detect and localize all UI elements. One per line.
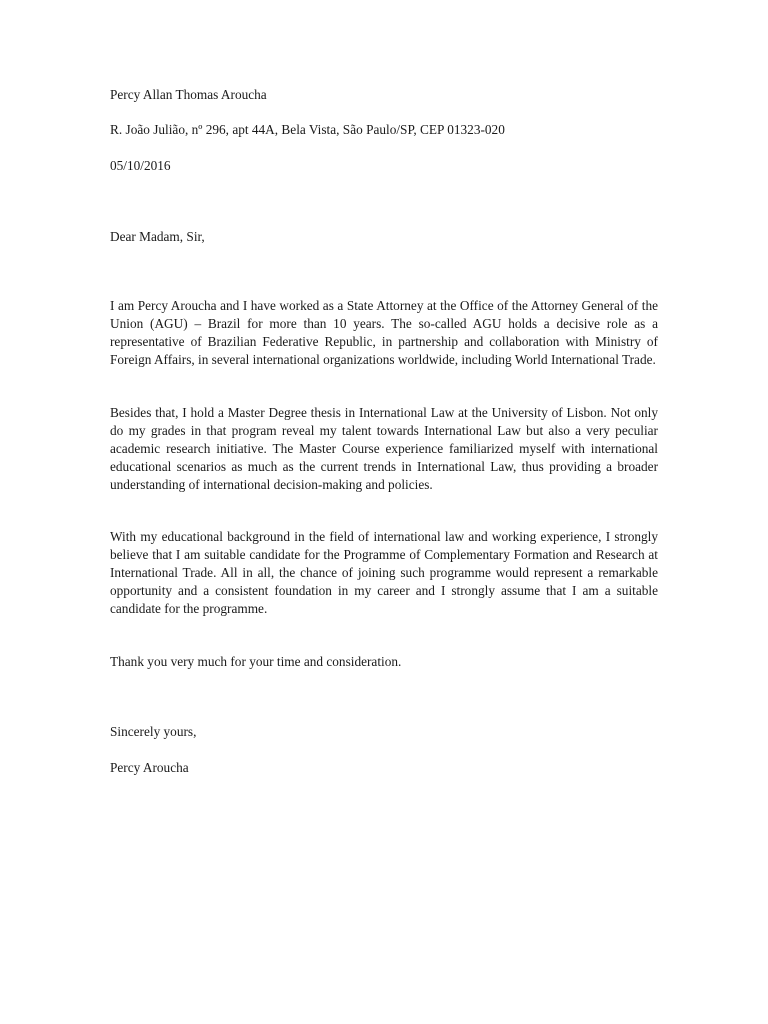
body-paragraph-1: I am Percy Aroucha and I have worked as a State Attorney at the Office of the Attorney General of the Union (AGU) – Brazil for more than 10 years. The so-called AGU holds a decisive role as a representative of Brazilian Federative Republic, in partnership and collaboration with Ministry of Foreign Affairs, in several international organizations worldwide, including World International Trade. [110,298,658,367]
body-paragraph-2: Besides that, I hold a Master Degree thesis in International Law at the University of Lisbon. Not only do my grades in that program reveal my talent towards International Law but also a very peculiar academic research initiative. The Master Course experience familiarized myself with international educational scenarios as much as the current trends in International Law, thus providing a broader understanding of international decision-making and policies. [110,405,658,492]
signature-name: Percy Aroucha [110,760,189,775]
sender-name: Percy Allan Thomas Aroucha [110,87,267,102]
closing: Sincerely yours, [110,724,197,739]
letter-date: 05/10/2016 [110,158,171,173]
body-paragraph-4: Thank you very much for your time and consideration. [110,654,402,669]
body-paragraph-3: With my educational background in the field of international law and working experience, I strongly believe that I am suitable candidate for the Programme of Complementary Formation and Research at International Trade. All in all, the chance of joining such programme would represent a remarkable opportunity and a consistent foundation in my career and I strongly assume that I am a suitable candidate for the programme. [110,529,658,616]
sender-address: R. João Julião, nº 296, apt 44A, Bela Vista, São Paulo/SP, CEP 01323-020 [110,122,505,137]
salutation: Dear Madam, Sir, [110,229,205,244]
